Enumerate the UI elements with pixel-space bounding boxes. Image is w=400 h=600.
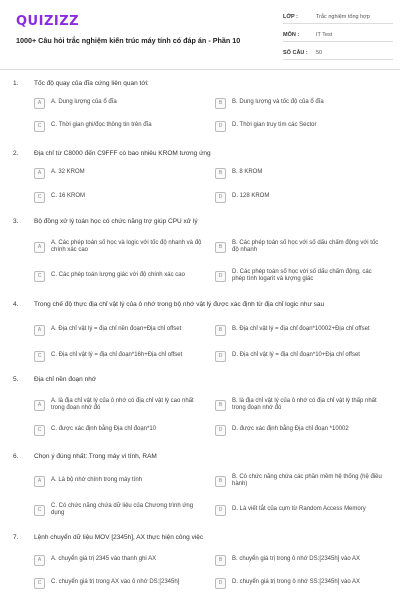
option-c[interactable] [34, 421, 205, 439]
option-d[interactable] [215, 421, 386, 439]
option-text: A. Địa chỉ vật lý = địa chỉ nền đoạn+Địa chỉ offset [51, 326, 182, 333]
option-text: A. là địa chỉ vật lý của ô nhớ có địa chỉ vật lý cao nhất trong đoạn nhớ đó [51, 397, 194, 411]
option-text: D. Là viết tắt của cụm từ Random Access Memory [232, 506, 366, 513]
question-stem [13, 80, 393, 88]
option-c[interactable] [34, 117, 205, 135]
question-text: Chọn ý đúng nhất: Trong máy vi tính, RAM [34, 453, 157, 460]
option-letter: D [215, 271, 226, 282]
question-number: 3. [13, 218, 19, 225]
option-letter: D [215, 192, 226, 203]
option-letter: A [34, 555, 45, 566]
meta-row-count [283, 46, 393, 60]
option-text: B. Có chức năng chứa các phần mềm hệ thống (hệ điều hành) [232, 473, 382, 487]
question-stem [13, 150, 393, 158]
option-b[interactable] [215, 396, 386, 414]
option-b[interactable] [215, 164, 386, 182]
option-text: B. Các phép toán số học với số dấu chấm động với tốc độ nhanh [232, 239, 379, 253]
option-a[interactable] [34, 94, 205, 112]
option-text: D. Các phép toán số học với số dấu chấm động, các phép tính logarit và lượng giác [232, 268, 372, 282]
option-letter: D [215, 505, 226, 516]
option-a[interactable] [34, 396, 205, 414]
option-letter: A [34, 400, 45, 411]
option-b[interactable] [215, 321, 386, 339]
option-c[interactable] [34, 501, 205, 519]
option-letter: A [34, 168, 45, 179]
option-letter: C [34, 351, 45, 362]
meta-value: 50 [316, 49, 323, 56]
option-d[interactable] [215, 501, 386, 519]
question-text: Địa chỉ nền đoạn nhớ [34, 376, 97, 383]
option-letter: D [215, 578, 226, 589]
option-a[interactable] [34, 551, 205, 569]
worksheet-header [0, 0, 400, 70]
option-d[interactable] [215, 117, 386, 135]
quizizz-logo: QUIZIZZ [16, 14, 80, 29]
option-text: B. Địa chỉ vật lý = địa chỉ đoạn*10002+Địa chỉ offset [232, 326, 370, 333]
option-text: D. Thời gian truy tìm các Sector [232, 122, 317, 129]
option-text: B. chuyển giá trị trong ô nhớ DS:[2345h] vào AX [232, 556, 361, 563]
option-text: A. Các phép toán số học và logic với tốc độ nhanh và độ chính xác cao [51, 239, 202, 253]
option-b[interactable] [215, 238, 386, 256]
worksheet-meta [283, 10, 393, 64]
meta-row-class [283, 10, 393, 24]
question-text: Bộ đồng xử lý toán học có chức năng trợ giúp CPU xử lý [34, 218, 198, 225]
question-stem [13, 376, 393, 384]
option-d[interactable] [215, 188, 386, 206]
option-text: D. 128 KROM [232, 193, 270, 200]
option-letter: C [34, 192, 45, 203]
option-letter: B [215, 325, 226, 336]
option-text: B. Dung lượng và tốc độ của ổ đĩa [232, 99, 324, 106]
option-letter: B [215, 168, 226, 179]
meta-key: SỐ CÂU : [283, 49, 308, 56]
option-letter: C [34, 578, 45, 589]
option-text: A. Dung lượng của ổ đĩa [51, 99, 117, 106]
question-number: 4. [13, 301, 19, 308]
option-letter: D [215, 121, 226, 132]
option-text: C. chuyển giá trị trong AX vào ô nhớ DS:[2345h] [51, 579, 180, 586]
option-letter: B [215, 242, 226, 253]
option-letter: A [34, 325, 45, 336]
option-letter: A [34, 242, 45, 253]
option-text: C. Địa chỉ vật lý = địa chỉ đoạn*16h+Địa chỉ offset [51, 352, 183, 359]
option-text: C. Có chức năng chứa dữ liệu của Chương trình ứng dụng [51, 502, 194, 516]
option-text: A. Là bộ nhớ chính trong máy tính [51, 477, 142, 484]
option-c[interactable] [34, 267, 205, 285]
option-a[interactable] [34, 164, 205, 182]
option-letter: A [34, 98, 45, 109]
question-stem [13, 534, 393, 542]
option-letter: D [215, 425, 226, 436]
option-c[interactable] [34, 347, 205, 365]
option-d[interactable] [215, 267, 386, 285]
meta-key: MÔN : [283, 31, 300, 38]
option-b[interactable] [215, 551, 386, 569]
option-letter: A [34, 476, 45, 487]
option-text: C. Các phép toán lượng giác với độ chính xác cao [51, 272, 185, 279]
worksheet-title: 1000+ Câu hỏi trắc nghiệm kiến trúc máy tính có đáp án - Phần 10 [16, 36, 241, 45]
option-letter: B [215, 98, 226, 109]
option-text: A. chuyển giá trị 2345 vào thanh ghi AX [51, 556, 157, 563]
question-number: 5. [13, 376, 19, 383]
question-number: 2. [13, 150, 19, 157]
meta-row-subject [283, 28, 393, 42]
option-text: B. là địa chỉ vật lý của ô nhớ có địa chỉ vật lý thấp nhất trong đoạn nhớ đó [232, 397, 377, 411]
question-stem [13, 218, 393, 226]
option-letter: B [215, 476, 226, 487]
option-text: D. Địa chỉ vật lý = địa chỉ đoạn*10+Địa chỉ offset [232, 352, 360, 359]
option-letter: B [215, 555, 226, 566]
option-letter: D [215, 351, 226, 362]
meta-value: IT Test [316, 31, 333, 38]
question-number: 1. [13, 80, 19, 87]
question-number: 7. [13, 534, 19, 541]
option-text: C. Thời gian ghi/đọc thông tin trên đĩa [51, 122, 152, 129]
question-text: Lệnh chuyển dữ liệu MOV [2345h], AX thực hiện công việc [34, 534, 204, 541]
question-stem [13, 453, 393, 461]
option-c[interactable] [34, 188, 205, 206]
option-text: C. được xác định bằng Địa chỉ đoạn*10 [51, 426, 157, 433]
option-text: D. được xác định bằng Địa chỉ đoạn *10002 [232, 426, 349, 433]
option-letter: C [34, 425, 45, 436]
option-text: A. 32 KROM [51, 169, 85, 176]
option-c[interactable] [34, 574, 205, 592]
option-a[interactable] [34, 321, 205, 339]
question-text: Địa chỉ từ C8000 đến C9FFF có bao nhiêu KROM tương ứng [34, 150, 211, 157]
option-letter: C [34, 505, 45, 516]
option-b[interactable] [215, 472, 386, 490]
meta-value: Trắc nghiệm tổng hợp [316, 13, 370, 20]
option-text: B. 8 KROM [232, 169, 263, 176]
question-text: Tốc độ quay của đĩa cứng liên quan tới: [34, 80, 149, 87]
option-a[interactable] [34, 238, 205, 256]
option-d[interactable] [215, 574, 386, 592]
option-a[interactable] [34, 472, 205, 490]
option-letter: C [34, 271, 45, 282]
option-text: C. 16 KROM [51, 193, 86, 200]
option-text: D. chuyển giá trị trong ô nhớ SS:[2345h] vào AX [232, 579, 361, 586]
option-letter: B [215, 400, 226, 411]
option-letter: C [34, 121, 45, 132]
question-stem [13, 301, 393, 309]
option-d[interactable] [215, 347, 386, 365]
meta-key: LỚP : [283, 13, 298, 20]
question-number: 6. [13, 453, 19, 460]
question-text: Trong chế độ thực địa chỉ vật lý của ô nhớ trong bộ nhớ vật lý được xác định từ địa chỉ logic như sau [34, 301, 325, 308]
option-b[interactable] [215, 94, 386, 112]
